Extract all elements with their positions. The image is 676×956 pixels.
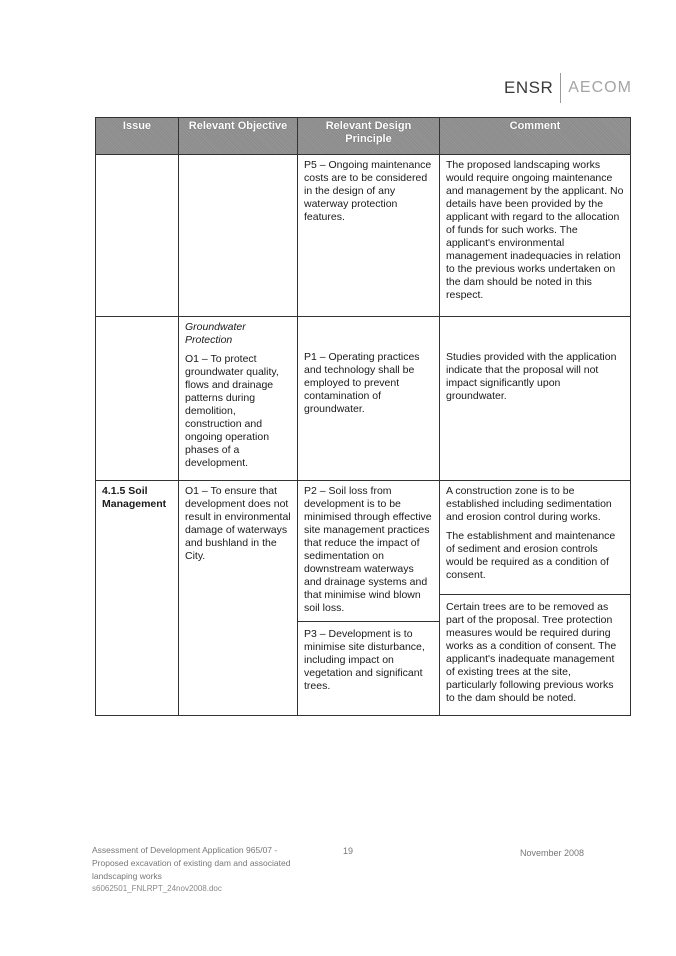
footer-line: Assessment of Development Application 965/07 -	[92, 845, 278, 855]
table-row	[96, 481, 631, 716]
page-number: 19	[343, 846, 354, 856]
principle-text: P1 – Operating practices and technology shall be employed to prevent contamination of groundwater.	[304, 351, 420, 415]
header-objective: Relevant Objective	[179, 118, 298, 155]
principle-cell	[298, 481, 440, 716]
principle-cell	[298, 317, 440, 481]
comment-cell	[440, 317, 631, 481]
principle-cell	[298, 155, 440, 317]
objective-text: O1 – To ensure that development does not result in environmental damage of waterways and bushland in the City.	[185, 485, 291, 562]
comment-text: The proposed landscaping works would require ongoing maintenance and management by the applicant. No details have been provided by the applicant with regard to the allocation of funds for such works. The applicant's environmental management inadequacies in relation to the previous works undertaken on the dam should be noted in this respect.	[446, 159, 624, 301]
issue-cell	[96, 155, 179, 317]
principle-text: P2 – Soil loss from development is to be minimised through effective site management practices that reduce the impact of sedimentation on downstream waterways and drainage systems and that minimise wind blown soil loss.	[304, 485, 432, 614]
table-row	[96, 155, 631, 317]
objective-cell	[179, 317, 298, 481]
footer-filename: s6062501_FNLRPT_24nov2008.doc	[92, 884, 222, 893]
header-comment: Comment	[440, 118, 631, 155]
header-principle: Relevant Design Principle	[298, 118, 440, 155]
logo-ensr: ENSR	[504, 78, 554, 97]
objective-cell	[179, 481, 298, 716]
issue-cell	[96, 317, 179, 481]
footer-date: November 2008	[520, 848, 585, 858]
principle-text: P5 – Ongoing maintenance costs are to be considered in the design of any waterway protection features.	[304, 159, 432, 223]
comment-text: A construction zone is to be established including sedimentation and erosion control during works.	[446, 485, 612, 523]
comment-cell	[440, 481, 631, 716]
comment-cell	[440, 155, 631, 317]
logo-aecom: AECOM	[568, 79, 632, 96]
comment-text: The establishment and maintenance of sediment and erosion controls would be required as a condition of consent.	[446, 530, 616, 581]
company-logo	[504, 74, 632, 102]
header-issue: Issue	[96, 118, 179, 155]
table-row	[96, 317, 631, 481]
logo-divider	[560, 73, 561, 103]
objective-text: O1 – To protect groundwater quality, flows and drainage patterns during demolition, construction and ongoing operation phases of a development.	[185, 353, 279, 469]
table-header-row	[96, 118, 631, 155]
footer-line: Proposed excavation of existing dam and associated	[92, 858, 291, 868]
issue-cell: 4.1.5 Soil Management	[96, 481, 179, 716]
assessment-table	[95, 117, 631, 716]
footer-doc-title	[92, 844, 292, 883]
comment-text: Certain trees are to be removed as part of the proposal. Tree protection measures would be required during works as a condition of consent. The applicant's inadequate management of existing trees at the site, particularly following previous works to the dam should be noted.	[446, 601, 617, 704]
footer-line: landscaping works	[92, 871, 162, 881]
objective-cell	[179, 155, 298, 317]
principle-text: P3 – Development is to minimise site disturbance, including impact on vegetation and significant trees.	[304, 628, 425, 692]
comment-text: Studies provided with the application indicate that the proposal will not impact significantly upon groundwater.	[446, 351, 617, 402]
objective-title: Groundwater Protection	[185, 321, 246, 346]
